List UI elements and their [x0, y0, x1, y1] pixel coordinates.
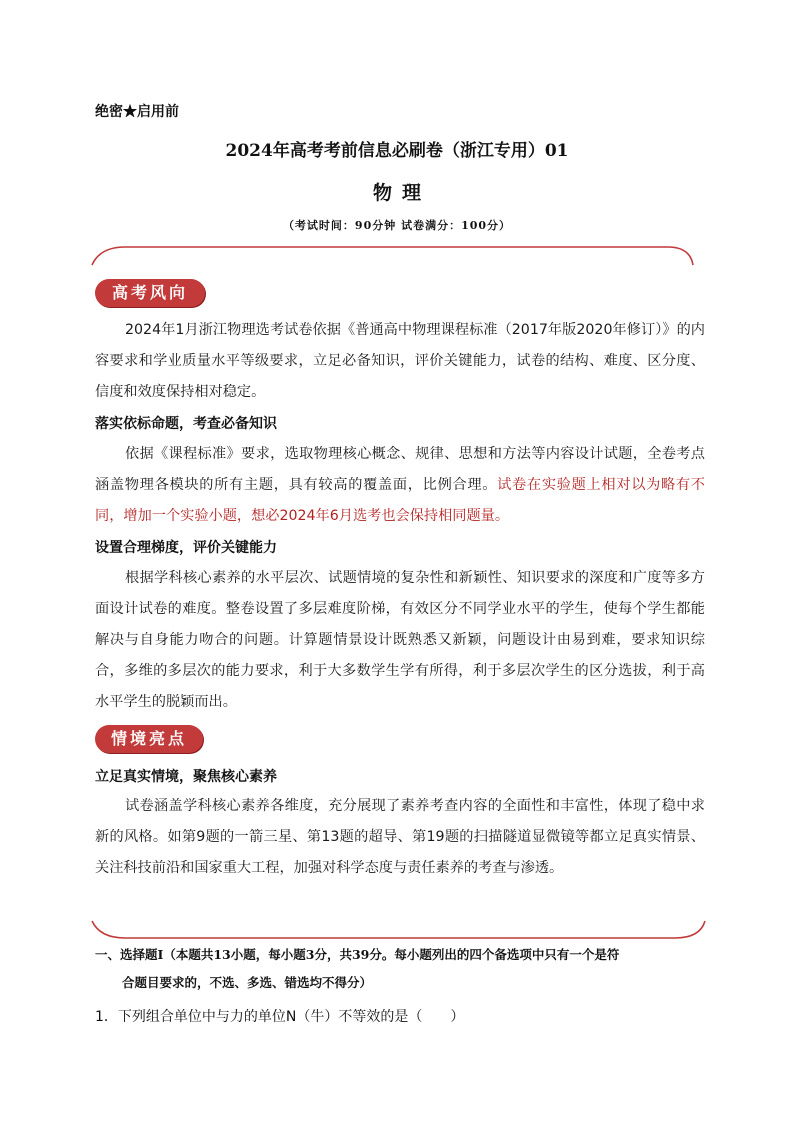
exam-title: 2024年高考考前信息必刷卷（浙江专用）01	[225, 141, 569, 161]
real-context-paragraph: 试卷涵盖学科核心素养各维度，充分展现了素养考查内容的全面性和丰富性，体现了稳中求新的风格。如第9题的一箭三星、第13题的超导、第19题的扫描隧道显微镜等都立足真实情景、关注科技前沿和国家重大工程，加强对科学态度与责任素养的考查与渗透。	[95, 798, 705, 876]
highlighted-text: 试卷在实验题上相对以为略有不同，增加一个实验小题，想必2024年6月选考也会保持相同题量。	[95, 477, 705, 524]
section-line-2: 合题目要求的，不选、多选、错选均不得分）	[122, 975, 373, 990]
top-curve-line	[92, 247, 693, 265]
exam-info: （考试时间：90分钟 试卷满分：100分）	[282, 219, 512, 232]
heading-standard-based: 落实依标命题，考查必备知识	[95, 416, 277, 432]
trend-intro-paragraph: 2024年1月浙江物理选考试卷依据《普通高中物理课程标准（2017年版2020年修订）》的内容要求和学业质量水平等级要求，立足必备知识，评价关键能力，试卷的结构、难度、区分度、信度和效度保持相对稳定。	[95, 322, 705, 400]
section-one-instructions	[95, 941, 705, 997]
heading-real-context: 立足真实情境，聚焦核心素养	[95, 769, 277, 785]
subject-title: 物理	[372, 182, 431, 204]
heading-difficulty-gradient: 设置合理梯度，评价关键能力	[95, 540, 277, 556]
paragraph-text: 依据《课程标准》要求，选取物理核心概念、规律、思想和方法等内容设计试题，全卷考点涵盖物理各模块的所有主题，具有较高的覆盖面，比例合理。	[95, 446, 705, 493]
section-line-1: 一、选择题Ⅰ（本题共13小题，每小题3分，共39分。每小题列出的四个备选项中只有一个是符	[95, 947, 620, 962]
standard-based-paragraph	[95, 439, 705, 532]
badge-context-highlights: 情境亮点	[95, 725, 203, 753]
badge-gaokao-trend: 高考风向	[95, 279, 205, 307]
difficulty-paragraph: 根据学科核心素养的水平层次、试题情境的复杂性和新颖性、知识要求的深度和广度等多方面设计试卷的难度。整卷设置了多层难度阶梯，有效区分不同学业水平的学生，使每个学生都能解决与自身能力吻合的问题。计算题情景设计既熟悉又新颖，问题设计由易到难，要求知识综合，多维的多层次的能力要求，利于大多数学生学有所得，利于多层次学生的区分选拔，利于高水平学生的脱颖而出。	[95, 570, 705, 710]
bottom-curve-line	[92, 921, 705, 938]
question-1: 1．下列组合单位中与力的单位N（牛）不等效的是（ ）	[95, 1009, 465, 1025]
confidential-mark: 绝密★启用前	[95, 104, 179, 120]
